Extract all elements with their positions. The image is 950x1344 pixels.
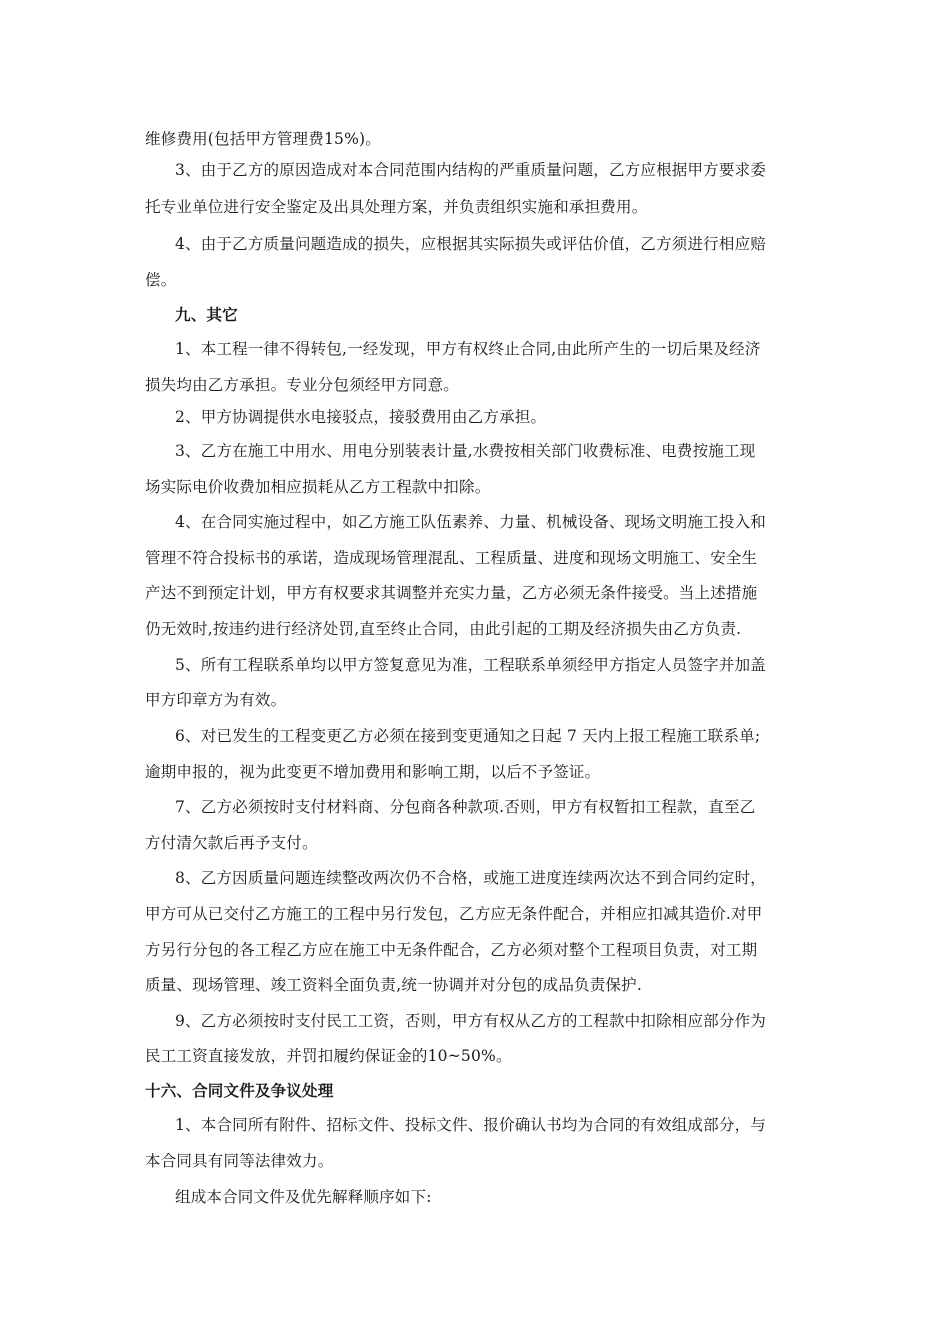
text-line: 产达不到预定计划，甲方有权要求其调整并充实力量，乙方必须无条件接受。当上述措施: [145, 584, 758, 602]
text-line: 方另行分包的各工程乙方应在施工中无条件配合，乙方必须对整个工程项目负责，对工期: [145, 941, 758, 959]
text-line: 3、由于乙方的原因造成对本合同范围内结构的严重质量问题，乙方应根据甲方要求委: [175, 161, 766, 179]
section-heading: 十六、合同文件及争议处理: [145, 1081, 334, 1100]
text-line: 损失均由乙方承担。专业分包须经甲方同意。: [145, 376, 460, 394]
text-line: 方付清欠款后再予支付。: [145, 834, 318, 852]
text-line: 4、由于乙方质量问题造成的损失，应根据其实际损失或评估价值，乙方须进行相应赔: [175, 235, 766, 253]
text-line: 管理不符合投标书的承诺，造成现场管理混乱、工程质量、进度和现场文明施工、安全生: [145, 549, 758, 567]
text-line: 4、在合同实施过程中，如乙方施工队伍素养、力量、机械设备、现场文明施工投入和: [175, 513, 766, 531]
text-line: 托专业单位进行安全鉴定及出具处理方案，并负责组织实施和承担费用。: [145, 198, 648, 216]
text-line: 6、对已发生的工程变更乙方必须在接到变更通知之日起 7 天内上报工程施工联系单;: [175, 727, 761, 745]
section-heading: 九、其它: [175, 305, 238, 324]
text-line: 维修费用(包括甲方管理费15%)。: [145, 130, 381, 148]
text-line: 民工工资直接发放，并罚扣履约保证金的10~50%。: [145, 1047, 512, 1065]
text-line: 本合同具有同等法律效力。: [145, 1152, 334, 1170]
text-line: 甲方印章方为有效。: [145, 691, 287, 709]
text-line: 7、乙方必须按时支付材料商、分包商各种款项.否则，甲方有权暂扣工程款，直至乙: [175, 798, 756, 816]
text-line: 9、乙方必须按时支付民工工资，否则，甲方有权从乙方的工程款中扣除相应部分作为: [175, 1012, 766, 1030]
text-line: 偿。: [145, 271, 177, 289]
text-line: 8、乙方因质量问题连续整改两次仍不合格，或施工进度连续两次达不到合同约定时，: [175, 869, 766, 887]
text-line: 1、本工程一律不得转包,一经发现，甲方有权终止合同,由此所产生的一切后果及经济: [175, 340, 761, 358]
text-line: 仍无效时,按违约进行经济处罚,直至终止合同，由此引起的工期及经济损失由乙方负责.: [145, 620, 742, 638]
text-line: 组成本合同文件及优先解释顺序如下:: [175, 1188, 432, 1206]
text-line: 质量、现场管理、竣工资料全面负责,统一协调并对分包的成品负责保护.: [145, 976, 642, 994]
text-line: 3、乙方在施工中用水、用电分别装表计量,水费按相关部门收费标准、电费按施工现: [175, 442, 756, 460]
text-line: 逾期申报的，视为此变更不增加费用和影响工期，以后不予签证。: [145, 763, 601, 781]
text-line: 1、本合同所有附件、招标文件、投标文件、报价确认书均为合同的有效组成部分，与: [175, 1116, 766, 1134]
text-line: 甲方可从已交付乙方施工的工程中另行发包，乙方应无条件配合，并相应扣减其造价.对甲: [145, 905, 763, 923]
text-line: 场实际电价收费加相应损耗从乙方工程款中扣除。: [145, 478, 491, 496]
text-line: 2、甲方协调提供水电接驳点，接驳费用由乙方承担。: [175, 408, 547, 426]
text-line: 5、所有工程联系单均以甲方签复意见为准，工程联系单须经甲方指定人员签字并加盖: [175, 656, 766, 674]
